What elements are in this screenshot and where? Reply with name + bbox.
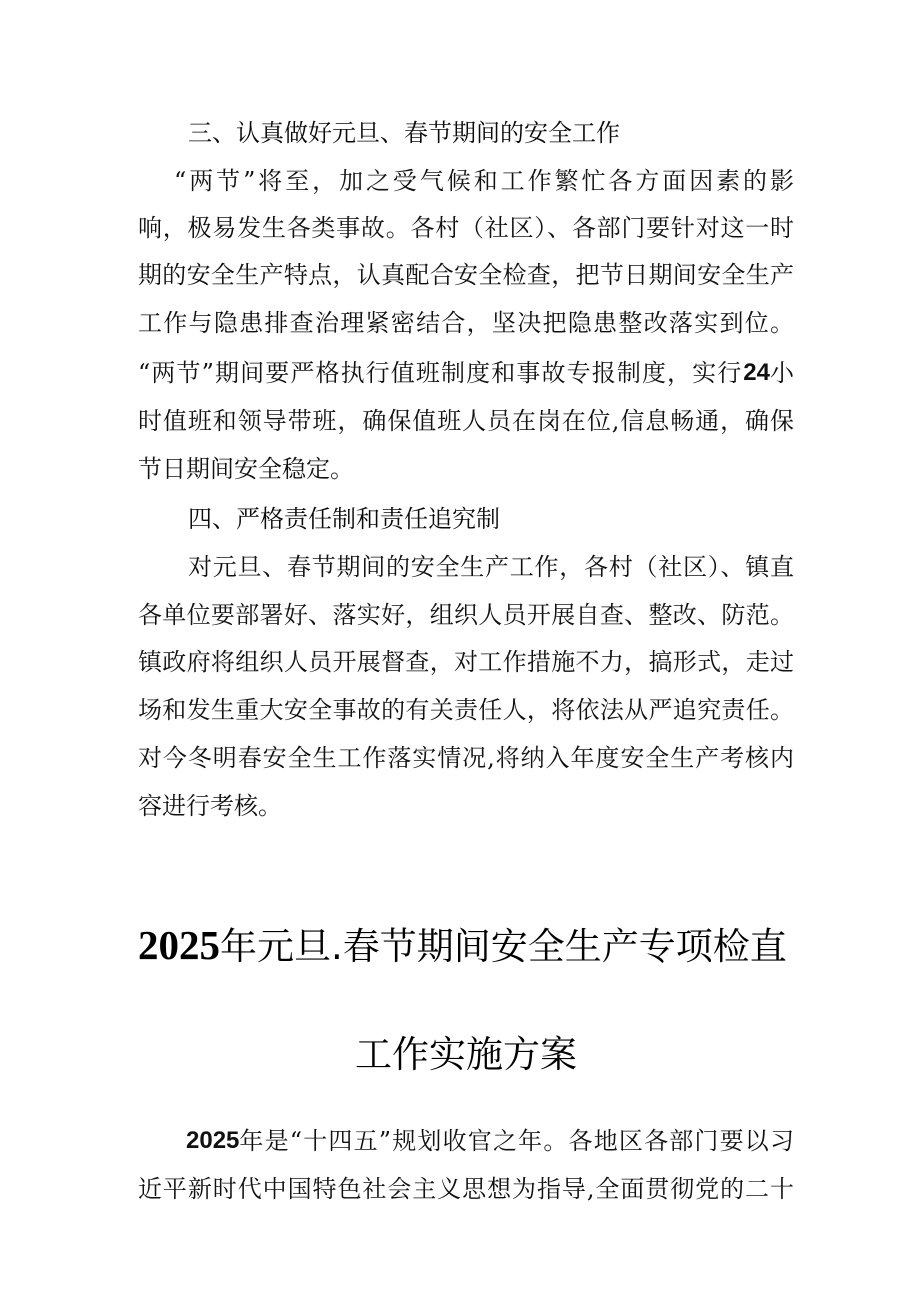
paragraph-line: 工作与隐患排查治理紧密结合，坚决把隐患整改落实到位。 — [138, 309, 794, 337]
paragraph-line: 各单位要部署好、落实好，组织人员开展自查、整改、防范。 — [138, 601, 794, 629]
paragraph-line — [138, 1126, 794, 1156]
paragraph-line: 对元旦、春节期间的安全生产工作，各村（社区）、镇直 — [188, 553, 794, 581]
paragraph-line-number: 24 — [743, 359, 770, 386]
paragraph-line — [138, 358, 794, 388]
paragraph-line: 期的安全生产特点，认真配合安全检查，把节日期间安全生产 — [138, 261, 794, 289]
paragraph-line: 场和发生重大安全事故的有关责任人，将依法从严追究责任。 — [138, 696, 794, 724]
paragraph-line: “两节”将至，加之受气候和工作繁忙各方面因素的影 — [174, 167, 794, 195]
section-3-heading: 三、认真做好元旦、春节期间的安全工作 — [188, 119, 620, 147]
paragraph-line-text: “两节”期间要严格执行值班制度和事故专报制度，实行 — [138, 359, 742, 387]
paragraph-line: 响，极易发生各类事故。各村（社区）、各部门要针对这一时 — [138, 214, 794, 242]
paragraph-line: 节日期间安全稳定。 — [138, 455, 354, 483]
intro-year: 2025 — [186, 1127, 240, 1154]
paragraph-line-text: 年是“十四五”规划收官之年。各地区各部门要以习 — [239, 1127, 794, 1155]
paragraph-line: 镇政府将组织人员开展督查，对工作措施不力，搞形式，走过 — [138, 648, 794, 676]
paragraph-line-suffix: 小 — [770, 359, 794, 387]
title-year: 2025 — [138, 922, 220, 968]
document-title-line-2: 工作实施方案 — [355, 1033, 577, 1076]
paragraph-line: 近平新时代中国特色社会主义思想为指导,全面贯彻党的二十 — [138, 1175, 794, 1203]
title-text: 年元旦.春节期间安全生产专项检直 — [220, 925, 787, 968]
paragraph-line: 对今冬明春安全生工作落实情况,将纳入年度安全生产考核内 — [138, 744, 794, 772]
paragraph-line: 容进行考核。 — [138, 792, 282, 820]
document-title-line-1 — [138, 922, 787, 968]
paragraph-line: 时值班和领导带班，确保值班人员在岗在位,信息畅通，确保 — [138, 407, 794, 435]
section-4-heading: 四、严格责任制和责任追究制 — [188, 505, 500, 533]
